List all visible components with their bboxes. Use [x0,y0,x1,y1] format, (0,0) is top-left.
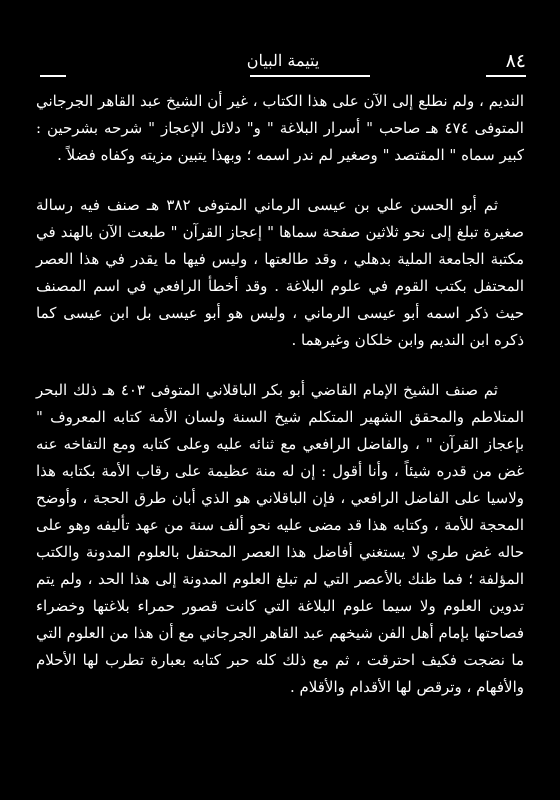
header-rule [250,75,370,77]
header-rule [40,75,66,77]
page-number: ٨٤ [505,50,526,72]
header-rule [486,75,526,77]
paragraph: النديم ، ولم نطلع إلى الآن على هذا الكتاب ، غير أن الشيخ عبد القاهر الجرجاني المتوفى ٤٧٤ هـ صاحب " أسرار البلاغة " و" دلائل الإعجاز " شرحه بشرحين : كبير سماه " المقتصد " وصغير لم ندر اسمه ؛ وبهذا يتبين مزيته وكفاه فضلاً . [36,92,524,164]
page-header [40,48,526,78]
paragraph: ثم صنف الشيخ الإمام القاضي أبو بكر الباقلاني المتوفى ٤٠٣ هـ ذلك البحر المتلاطم والمحقق الشهير المتكلم شيخ السنة ولسان الأمة كتابه المعروف " بإعجاز القرآن " ، والفاضل الرافعي مع ثنائه عليه وعلى كتابه ومع التفاخه عنه غض من قدره شيئاً ، وأنا أقول : إن له منة عظيمة على رقاب الأمة بكتابه هذا ولاسيا على الفاضل الرافعي ، فإن الباقلاني هو الذي أبان طرق الحجة ، وأوضح المحجة للأمة ، وكتابه هذا قد مضى عليه نحو ألف سنة من عهد تأليفه وهو على حاله غض طري لا يستغني أفاضل هذا العصر المحتفل بالعلوم المدونة والكتب المؤلفة ؛ فما ظنك بالأعصر التي لم تبلغ العلوم المدونة إلى هذا الحد ، ولم يتم تدوين العلوم ولا سيما علوم البلاغة التي كانت قصور حمراء بلاغتها وخضراء فصاحتها بإمام أهل الفن شيخهم عبد القاهر الجرجاني مع أن هذا من العلوم التي ما نضجت فكيف احترقت ، ثم مع ذلك كله حبر كتابه بعبارة تطرب لها الأحلام والأفهام ، وترقص لها الأقدام والأقلام . [36,381,524,696]
running-title: يتيمة البيان [246,51,320,70]
paragraph: ثم أبو الحسن علي بن عيسى الرماني المتوفى ٣٨٢ هـ صنف فيه رسالة صغيرة تبلغ إلى نحو ثلاثين صفحة سماها " إعجاز القرآن " طبعت الآن بالهند في مكتبة الجامعة الملية بدهلي ، وقد طالعتها ، وليس فيها ما يقدر في هذا العصر المحتفل بكتب القوم في علوم البلاغة . وقد أخطأ الرافعي في اسم المصنف حيث ذكر اسمه أبو عيسى الرماني ، وليس هو أبو عيسى بل ابن عيسى كما ذكره ابن النديم وابن خلكان وغيرهما . [36,196,524,349]
body-text [36,88,524,701]
